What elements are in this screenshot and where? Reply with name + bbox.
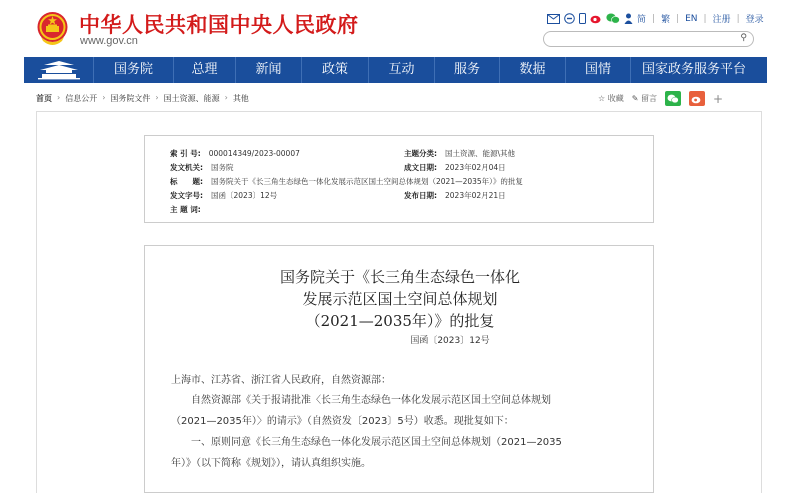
more-share-icon[interactable]: + — [712, 91, 724, 106]
nav-item-data[interactable]: 数据 — [500, 57, 566, 83]
nav-item-interaction[interactable]: 互动 — [369, 57, 435, 83]
meta-index-value: 000014349/2023-00007 — [208, 149, 300, 158]
doc-paragraph-addressees: 上海市、江苏省、浙江省人民政府，自然资源部： — [171, 375, 391, 386]
breadcrumb-other[interactable]: 其他 — [232, 94, 249, 103]
mobile-icon[interactable] — [579, 13, 586, 24]
nav-item-state-council[interactable]: 国务院 — [94, 57, 174, 83]
top-toolbar — [547, 12, 764, 25]
meta-written-label: 成文日期: — [404, 163, 437, 172]
search-icon[interactable]: ⚲ — [740, 33, 747, 43]
breadcrumb-arrow-icon: › — [224, 93, 228, 102]
breadcrumb-land-energy[interactable]: 国土资源、能源 — [163, 94, 220, 103]
meta-issuer-value: 国务院 — [211, 163, 234, 172]
nav-item-policy[interactable]: 政策 — [302, 57, 369, 83]
meta-written-value: 2023年02月04日 — [445, 163, 506, 172]
print-button[interactable] — [632, 93, 657, 104]
tiananmen-icon — [24, 57, 94, 83]
pencil-icon: ✎ — [631, 94, 639, 103]
main-nav — [24, 57, 767, 83]
doc-paragraph-2b: （2021—2035年）〉的请示》（自然资发〔2023〕5号）收悉。现批复如下： — [171, 416, 514, 427]
breadcrumb-arrow-icon: › — [102, 93, 106, 102]
share-wechat-button[interactable] — [665, 91, 681, 106]
doc-title-line-2: 发展示范区国土空间总体规划 — [302, 290, 498, 308]
doc-paragraph-2a: 自然资源部《关于报请批准〈长三角生态绿色一体化发展示范区国土空间总体规划 — [191, 395, 551, 406]
toolbar-separator: | — [703, 13, 707, 24]
share-weibo-button[interactable] — [689, 91, 705, 106]
favorite-button[interactable] — [598, 93, 624, 104]
mail-icon[interactable] — [547, 14, 560, 24]
site-header — [0, 0, 804, 56]
breadcrumb — [36, 93, 249, 104]
site-url: www.gov.cn — [80, 35, 138, 47]
meta-keywords-label: 主 题 词: — [170, 205, 201, 214]
breadcrumb-arrow-icon: › — [155, 93, 159, 102]
breadcrumb-home[interactable]: 首页 — [36, 94, 52, 103]
doc-title-line-3: （2021—2035年）》的批复 — [305, 312, 495, 330]
weibo-icon — [691, 94, 702, 104]
login-link[interactable]: 登录 — [745, 15, 764, 25]
breadcrumb-arrow-icon: › — [57, 93, 61, 102]
nav-item-services[interactable]: 服务 — [435, 57, 500, 83]
accessibility-icon[interactable] — [564, 13, 575, 24]
lang-simplified-link[interactable]: 简 — [637, 15, 647, 25]
breadcrumb-info-disclosure[interactable]: 信息公开 — [65, 94, 98, 103]
toolbar-separator: | — [736, 13, 740, 24]
star-icon: ☆ — [598, 94, 606, 103]
meta-category — [404, 148, 515, 159]
article-actions — [598, 91, 723, 106]
weibo-icon[interactable] — [590, 13, 602, 24]
document-meta-box — [144, 135, 654, 223]
meta-issuer-label: 发文机关: — [170, 163, 203, 172]
doc-paragraph-3b: 年）》（以下简称《规划》），请认真组织实施。 — [171, 458, 371, 469]
meta-keywords — [170, 204, 209, 215]
nav-item-gov-service-platform[interactable]: 国家政务服务平台 — [641, 62, 746, 77]
meta-doc-number — [170, 190, 277, 201]
toolbar-separator: | — [676, 13, 680, 24]
wechat-icon[interactable] — [606, 13, 620, 24]
doc-paragraph-3a: 一、原则同意《长三角生态绿色一体化发展示范区国土空间总体规划（2021—2035 — [191, 437, 562, 448]
meta-category-value: 国土资源、能源\其他 — [445, 149, 516, 158]
user-icon[interactable] — [624, 13, 633, 24]
meta-title-value: 国务院关于《长三角生态绿色一体化发展示范区国土空间总体规划（2021—2035年）》的批复 — [211, 177, 523, 186]
wechat-icon — [667, 94, 679, 104]
toolbar-separator: | — [652, 13, 656, 24]
doc-title-line-1: 国务院关于《长三角生态绿色一体化 — [279, 268, 520, 286]
lang-en-link[interactable]: EN — [685, 13, 698, 24]
search-box — [543, 31, 754, 47]
nav-item-premier[interactable]: 总理 — [174, 57, 236, 83]
lang-traditional-link[interactable]: 繁 — [661, 15, 671, 25]
meta-pub-value: 2023年02月21日 — [445, 191, 506, 200]
meta-issuer — [170, 162, 234, 173]
search-input[interactable] — [552, 33, 732, 45]
meta-index-label: 索 引 号: — [170, 149, 201, 158]
meta-written-date — [404, 162, 506, 173]
national-emblem-icon[interactable] — [36, 11, 69, 47]
favorite-label: 收藏 — [607, 94, 624, 103]
meta-pub-label: 发布日期: — [404, 191, 437, 200]
meta-category-label: 主题分类: — [404, 149, 437, 158]
meta-title-label: 标 题: — [170, 177, 203, 186]
meta-title — [170, 176, 523, 187]
breadcrumb-state-council-docs[interactable]: 国务院文件 — [110, 94, 151, 103]
meta-pub-date — [404, 190, 506, 201]
register-link[interactable]: 注册 — [712, 15, 731, 25]
nav-home[interactable] — [24, 57, 94, 83]
meta-index — [170, 148, 300, 159]
print-label: 留言 — [640, 94, 657, 103]
nav-item-national-info[interactable]: 国情 — [566, 57, 631, 83]
site-title[interactable]: 中华人民共和国中央人民政府 — [79, 13, 359, 37]
meta-docno-value: 国函〔2023〕12号 — [211, 191, 278, 200]
document-body — [144, 245, 654, 493]
nav-item-news[interactable]: 新闻 — [236, 57, 302, 83]
meta-docno-label: 发文字号: — [170, 191, 203, 200]
doc-number: 国函〔2023〕12号 — [410, 336, 490, 346]
